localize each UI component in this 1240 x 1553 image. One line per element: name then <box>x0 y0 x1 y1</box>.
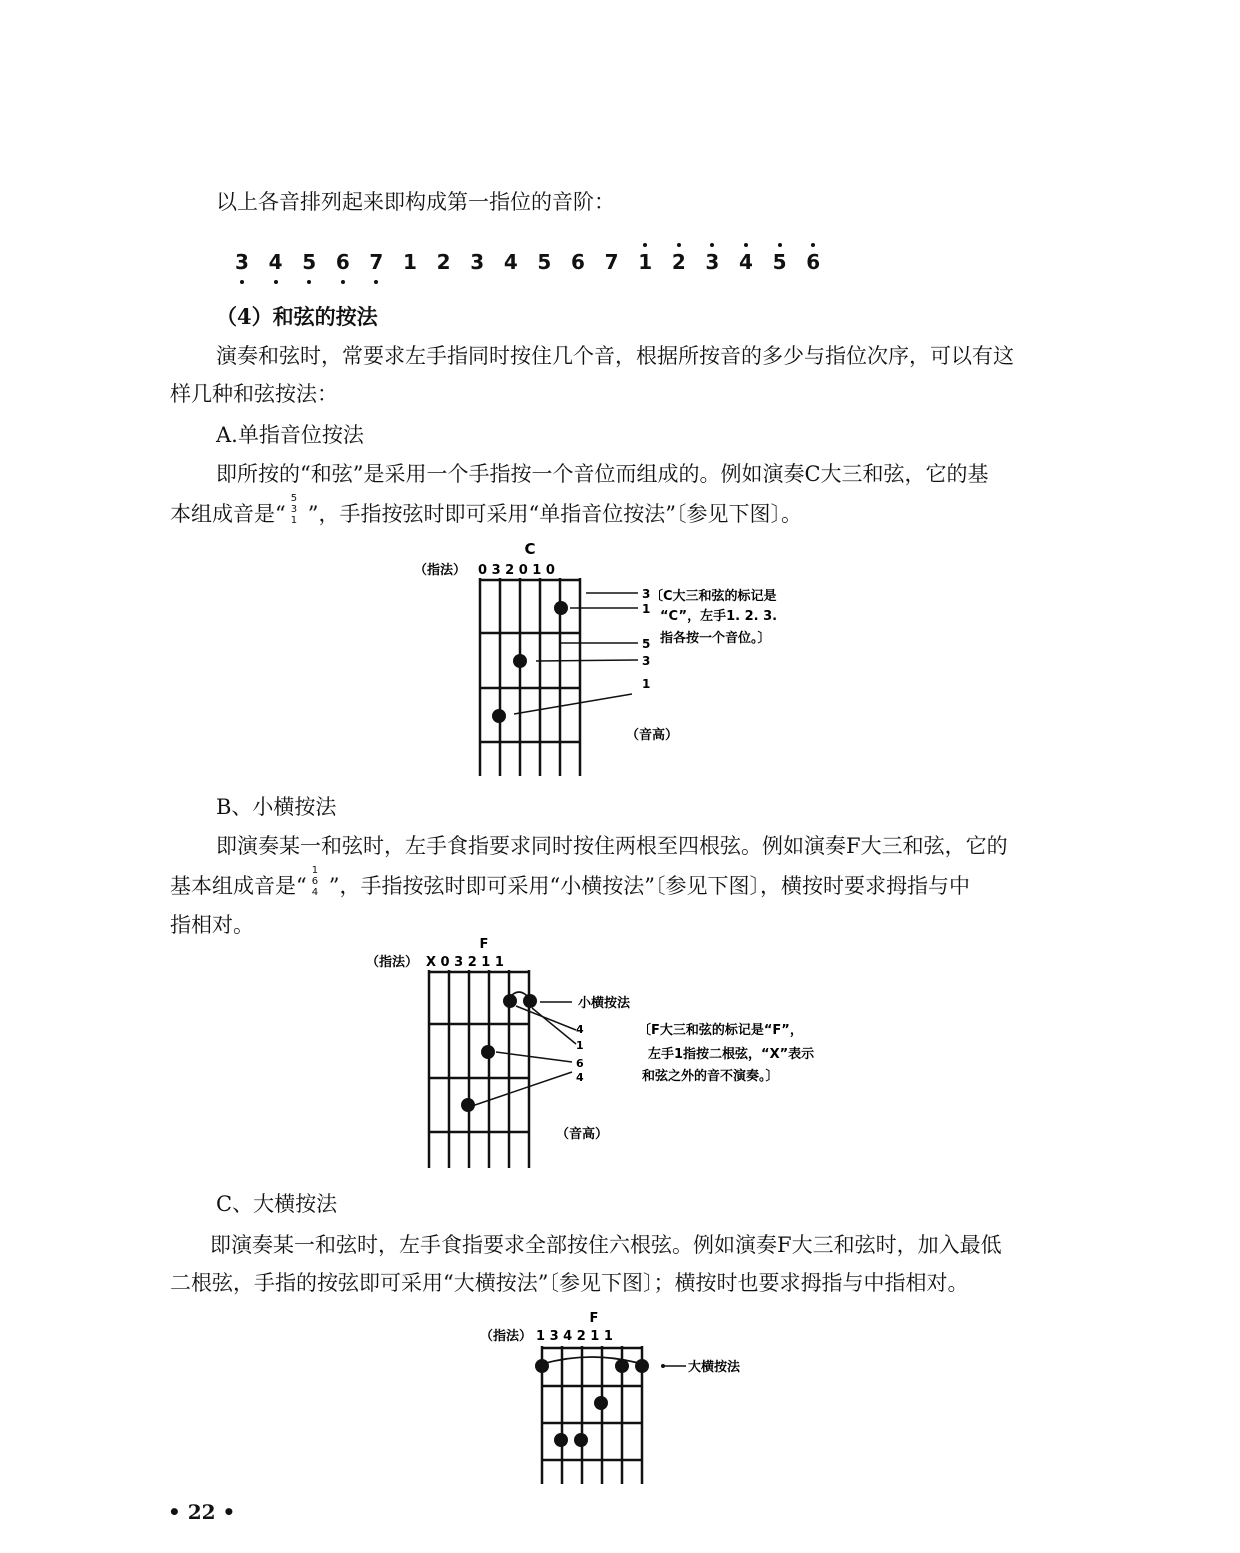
paragraph-b-post: ”，手指按弦时即可采用“小横按法”〔参见下图〕，横按时要求拇指与中 <box>328 874 970 898</box>
low-octave-dot <box>374 280 378 284</box>
stack-c-bot: 1 <box>290 515 298 526</box>
note-label-f: （音高） <box>556 1127 609 1142</box>
chord-name-f-big: F <box>589 1311 599 1326</box>
paragraph-c-line-2: 二根弦，手指的按弦即可采用“大横按法”〔参见下图〕；横按时也要求拇指与中指相对。 <box>170 1271 969 1295</box>
high-octave-dot <box>643 243 647 247</box>
finger-dot <box>481 1045 495 1059</box>
chord-diagram-f-big <box>470 1306 790 1486</box>
scale-note: 1 <box>633 250 657 274</box>
annotation-f-2: 左手1指按二根弦，“X”表示 <box>648 1047 815 1062</box>
chord-name-f-small: F <box>479 937 489 952</box>
note-c-4: 3 <box>642 654 651 668</box>
chord-diagram-c <box>410 536 840 781</box>
note-c-5: 1 <box>642 677 651 691</box>
chord-stack-f <box>307 865 329 898</box>
paragraph-a-pre: 本组成音是“ <box>170 502 286 526</box>
stack-c-top: 5 <box>290 493 298 504</box>
scale-note: 1 <box>403 250 417 274</box>
barre-label-small: 小横按法 <box>578 996 631 1011</box>
paragraph-1-line-2: 样几种和弦按法： <box>170 382 338 406</box>
fingering-f-big: 1 3 4 2 1 1 <box>536 1329 613 1344</box>
paragraph-a-line-2 <box>170 493 802 526</box>
fingering-c: 0 3 2 0 1 0 <box>478 563 555 578</box>
note-label-c: （音高） <box>626 728 679 743</box>
annotation-c-1: 〔C大三和弦的标记是 <box>650 589 777 604</box>
paragraph-b-line-1: 即演奏某一和弦时，左手食指要求同时按住两根至四根弦。例如演奏F大三和弦，它的 <box>216 834 1008 858</box>
scale-note: 3 <box>700 250 724 274</box>
paragraph-1-line-1: 演奏和弦时，常要求左手指同时按住几个音，根据所按音的多少与指位次序，可以有这 <box>216 344 1014 368</box>
fingering-f-small: X 0 3 2 1 1 <box>426 955 504 970</box>
scale-note: 6 <box>331 250 355 274</box>
finger-dot <box>523 994 537 1008</box>
stack-c-mid: 3 <box>290 504 298 515</box>
finger-dot <box>615 1359 629 1373</box>
annotation-c-3: 指各按一个音位。〕 <box>660 631 771 646</box>
subheading-b: B、小横按法 <box>216 795 337 819</box>
note-c-3: 5 <box>642 637 651 651</box>
high-octave-dot <box>710 243 714 247</box>
scale-note: 3 <box>230 250 254 274</box>
high-octave-dot <box>677 243 681 247</box>
scale-note: 5 <box>537 250 552 274</box>
annotation-f-3: 和弦之外的音不演奏。〕 <box>642 1069 779 1084</box>
stack-f-mid: 6 <box>311 876 319 887</box>
paragraph-a-line-1: 即所按的“和弦”是采用一个手指按一个音位而组成的。例如演奏C大三和弦，它的基 <box>216 462 989 486</box>
fingering-label-f-big: （指法） <box>480 1329 533 1344</box>
finger-dot <box>635 1359 649 1373</box>
note-f-1: 4 <box>576 1023 584 1036</box>
scale-note: 5 <box>768 250 792 274</box>
note-f-2: 1 <box>576 1039 584 1052</box>
finger-dot <box>503 994 517 1008</box>
scale-note: 2 <box>667 250 691 274</box>
subheading-a: A.单指音位按法 <box>216 423 364 447</box>
scale-note: 7 <box>604 250 619 274</box>
scale-note: 2 <box>436 250 451 274</box>
paragraph-b-pre: 基本组成音是“ <box>170 874 307 898</box>
low-octave-dot <box>307 280 311 284</box>
chord-stack-c <box>286 493 308 526</box>
scale-note: 6 <box>801 250 825 274</box>
note-f-3: 6 <box>576 1057 584 1070</box>
paragraph-a-post: ”，手指按弦时即可采用“单指音位按法”〔参见下图〕。 <box>307 502 802 526</box>
high-octave-dot <box>744 243 748 247</box>
low-octave-dot <box>274 280 278 284</box>
intro-text: 以上各音排列起来即构成第一指位的音阶： <box>216 190 615 214</box>
annotation-c-2: “C”，左手1. 2. 3. <box>660 609 778 624</box>
fingering-label-c: （指法） <box>414 563 467 578</box>
scale-note: 6 <box>571 250 585 274</box>
scale-note: 7 <box>364 250 388 274</box>
note-c-2: 1 <box>642 602 651 616</box>
finger-dot <box>535 1359 549 1373</box>
stack-f-bot: 4 <box>311 887 319 898</box>
finger-dot <box>554 601 568 615</box>
subheading-c: C、大横按法 <box>216 1192 338 1216</box>
fingering-label-f-small: （指法） <box>366 955 419 970</box>
finger-dot <box>574 1433 588 1447</box>
scale-note: 5 <box>297 250 321 274</box>
low-octave-dot <box>240 280 244 284</box>
barre-label-big: 大横按法 <box>688 1360 741 1375</box>
finger-dot <box>554 1433 568 1447</box>
finger-dot <box>594 1396 608 1410</box>
chord-diagram-f-small <box>362 934 872 1174</box>
scale-note: 3 <box>470 250 485 274</box>
annotation-f-1: 〔F大三和弦的标记是“F”， <box>638 1023 803 1038</box>
scale-note: 4 <box>503 250 518 274</box>
scale-note: 4 <box>734 250 758 274</box>
section-heading: （4）和弦的按法 <box>216 304 378 329</box>
finger-dot <box>513 654 527 668</box>
high-octave-dot <box>778 243 782 247</box>
chord-name-c: C <box>524 540 536 558</box>
paragraph-c-line-1: 即演奏某一和弦时，左手食指要求全部按住六根弦。例如演奏F大三和弦时，加入最低 <box>210 1233 1002 1257</box>
paragraph-b-line-2 <box>170 865 970 898</box>
paragraph-b-line-3: 指相对。 <box>170 913 254 937</box>
stack-f-top: 1 <box>311 865 319 876</box>
high-octave-dot <box>811 243 815 247</box>
note-f-4: 4 <box>576 1071 584 1084</box>
scale-note: 4 <box>264 250 288 274</box>
low-octave-dot <box>341 280 345 284</box>
page-number: • 22 • <box>168 1500 236 1524</box>
finger-dot <box>492 709 506 723</box>
note-c-1: 3 <box>642 587 651 601</box>
